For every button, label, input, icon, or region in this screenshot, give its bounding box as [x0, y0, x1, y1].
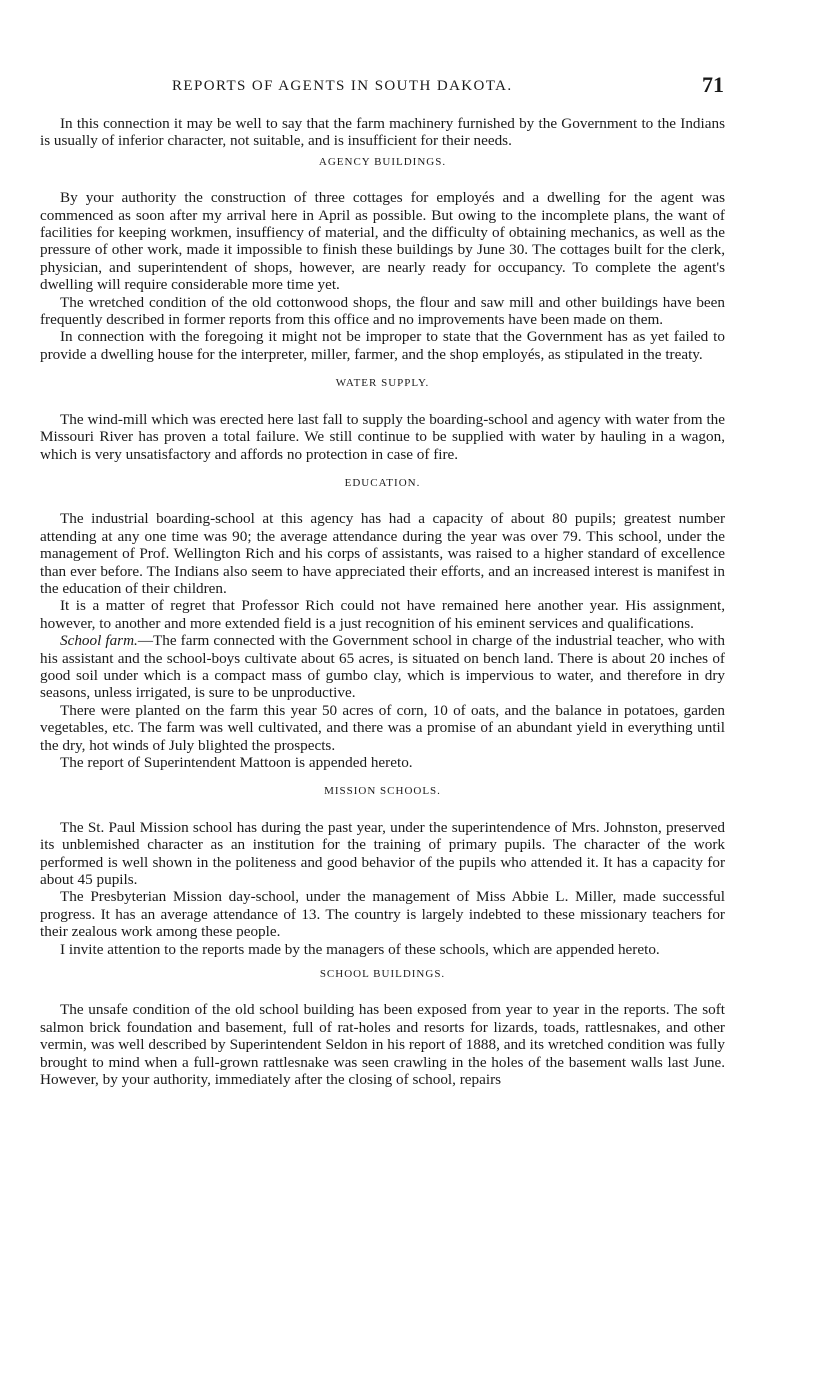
education-paragraph-3 [40, 632, 725, 702]
page-number: 71 [702, 72, 724, 97]
agency-buildings-paragraph-2: The wretched condition of the old cottonwood shops, the flour and saw mill and other buildings have been frequently described in former reports from this office and no improvements have been made on them. [40, 293, 725, 329]
mission-schools-paragraph-2: The Presbyterian Mission day-school, under the management of Miss Abbie L. Miller, made successful progress. It has an average attendance of 13. The country is largely indebted to these missionary teachers for their zealous work among these people. [40, 888, 725, 941]
heading-school-buildings: SCHOOL BUILDINGS. [319, 968, 446, 981]
agency-buildings-paragraph-3: In connection with the foregoing it might not be improper to state that the Government has as yet failed to provide a dwelling house for the interpreter, miller, farmer, and the shop employés, as stipulated in the treaty. [40, 328, 725, 363]
page-body [40, 115, 725, 1089]
school-buildings-paragraph: The unsafe condition of the old school building has been exposed from year to year in the reports. The soft salmon brick foundation and basement, full of rat-holes and resorts for lizards, toads, rattlesnakes, and other vermin, was well described by Superintendent Seldon in his report of 1888, and its wretched condition was fully brought to mind when a full-grown rattlesnake was seen crawling in the holes of the basement walls last June. However, by your authority, immediately after the closing of school, repairs [40, 1001, 725, 1089]
running-title: REPORTS OF AGENTS IN SOUTH DAKOTA. [172, 78, 513, 94]
heading-agency-buildings: AGENCY BUILDINGS. [318, 155, 447, 168]
mission-schools-paragraph-1: The St. Paul Mission school has during the past year, under the superintendence of Mrs. Johnston, preserved its unblemished character as an institution for the training of primary pupils. The character of the work performed is well shown in the politeness and good behavior of the pupils who attended it. It has a capacity for about 45 pupils. [40, 818, 725, 889]
education-paragraph-1: The industrial boarding-school at this agency has had a capacity of about 80 pupils; greatest number attending at any one time was 90; the average attendance during the year was over 79. This school, under the management of Prof. Wellington Rich and his corps of assistants, was raised to a higher standard of excellence than ever before. The Indians also seem to have appreciated their efforts, and an increased interest is manifest in the education of their children. [40, 510, 725, 597]
education-paragraph-4: There were planted on the farm this year 50 acres of corn, 10 of oats, and the balance in potatoes, garden vegetables, etc. The farm was well cultivated, and there was a promise of an abundant yield in everything until the dry, hot winds of July blighted the prospects. [40, 701, 725, 754]
heading-mission-schools: MISSION SCHOOLS. [324, 785, 441, 798]
heading-water-supply: WATER SUPPLY. [335, 377, 430, 390]
intro-paragraph: In this connection it may be well to say that the farm machinery furnished by the Government to the Indians is usually of inferior character, not suitable, and is insufficient for their needs. [40, 115, 725, 150]
school-farm-label: School farm. [60, 632, 138, 650]
agency-buildings-paragraph-1: By your authority the construction of three cottages for employés and a dwelling for the agent was commenced as soon after my arrival here in April as possible. But owing to the incomplete plans, the want of facilities for keeping workmen, insuffiency of material, and the difficulty of obtaining mechanics, as well as the pressure of other work, made it impossible to finish these buildings by June 30. The cottages built for the clerk, physician, and superintendent of shops, however, are nearly ready for occupancy. To complete the agent's dwelling will require considerable more time yet. [40, 189, 725, 294]
page-header [40, 72, 730, 100]
school-farm-text: —The farm connected with the Government school in charge of the industrial teacher, who with his assistant and the school-boys cultivate about 65 acres, is situated on bench land. There is about 20 inches of good soil under which is a compact mass of gumbo clay, which is impervious to water, and therefore in dry seasons, unless irrigated, is sure to be unproductive. [40, 632, 725, 702]
mission-schools-paragraph-3: I invite attention to the reports made by the managers of these schools, which are appended hereto. [60, 940, 660, 958]
water-supply-paragraph: The wind-mill which was erected here last fall to supply the boarding-school and agency with water from the Missouri River has proven a total failure. We still continue to be supplied with water by hauling in a wagon, which is very unsatisfactory and affords no protection in case of fire. [40, 410, 725, 463]
heading-education: EDUCATION. [344, 476, 421, 489]
education-paragraph-2: It is a matter of regret that Professor Rich could not have remained here another year. His assignment, however, to another and more extended field is a just recognition of his eminent services and qualifications. [40, 597, 725, 632]
education-paragraph-5: The report of Superintendent Mattoon is appended hereto. [60, 754, 413, 771]
